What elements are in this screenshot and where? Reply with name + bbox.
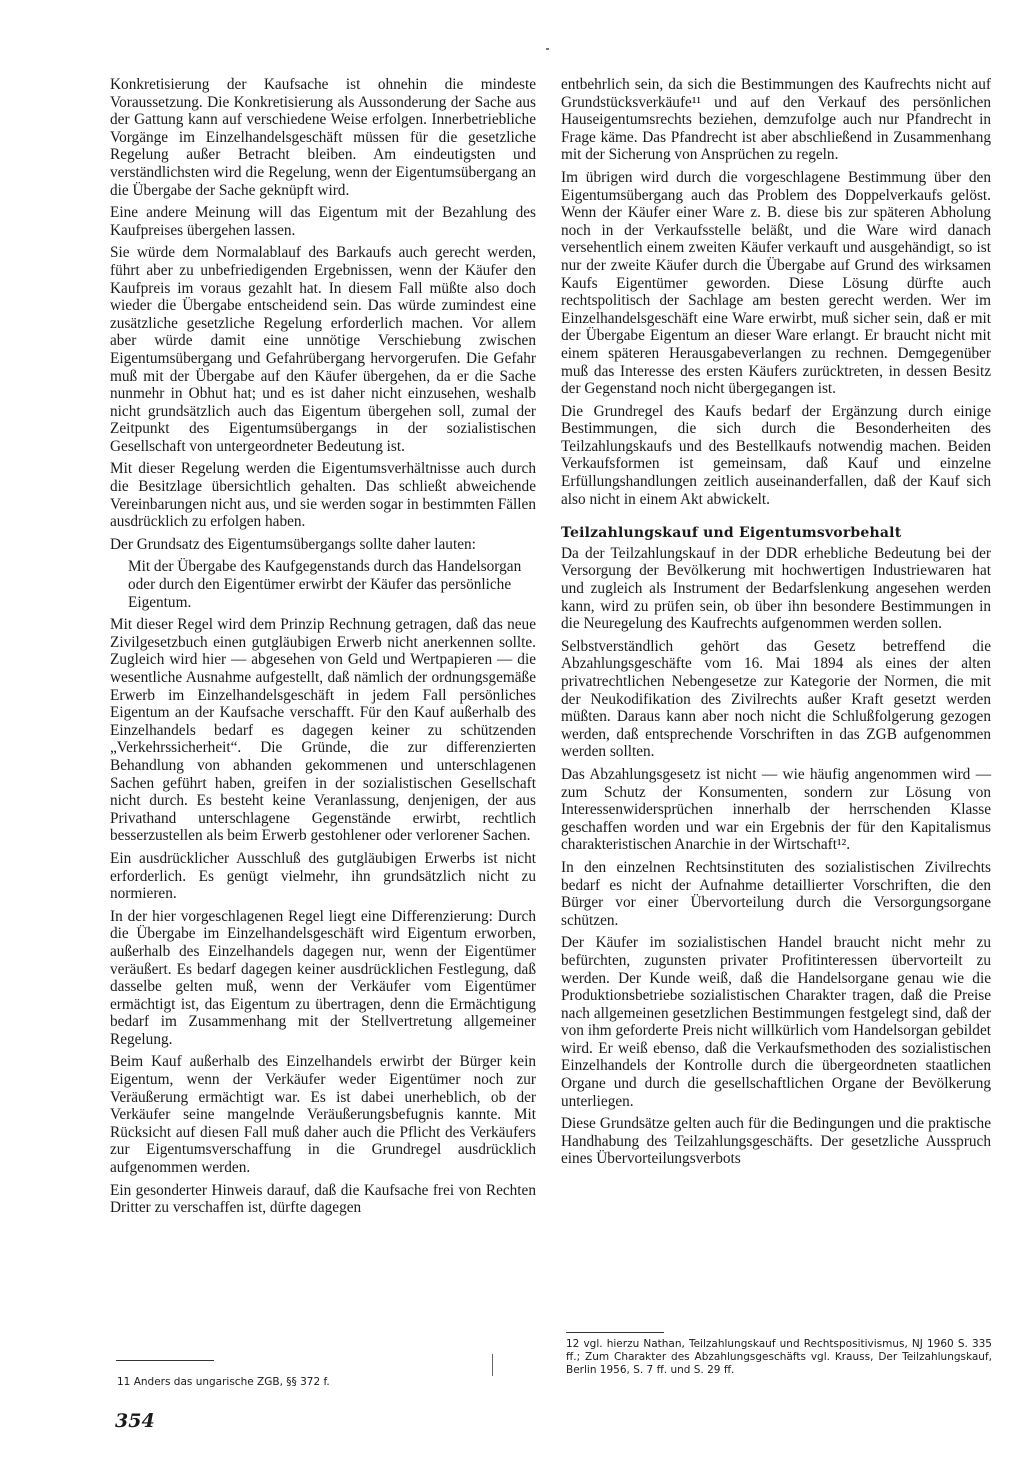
paragraph: Da der Teilzahlungskauf in der DDR erhebliche Bedeutung bei der Versorgung der Bevölkerung mit hochwertigen Industriewaren hat und zugleich als Instrument der Bedarfslenkung angesehen werden kann, wird zu prüfen sein, ob über ihn besondere Bestimmungen in die Neuregelung des Kaufrechts aufgenommen werden sollen. <box>561 544 991 633</box>
paragraph: In der hier vorgeschlagenen Regel liegt eine Differenzierung: Durch die Übergabe im Einzelhandelsgeschäft wird Eigentum erworben, außerhalb des Einzelhandels dagegen nur, wenn der Eigentümer veräußert. Es bedarf dagegen keiner ausdrücklichen Festlegung, daß dasselbe gelten muß, wenn der Verkäufer vom Eigentümer ermächtigt ist, das Eigentum zu übertragen, denn die Ermächtigung bedarf im Zusammenhang mit der Stellvertretung allgemeiner Regelung. <box>110 907 536 1048</box>
scan-mark <box>492 1354 493 1376</box>
paragraph: Der Käufer im sozialistischen Handel braucht nicht mehr zu befürchten, zugunsten privater Profitinteressen übervorteilt zu werden. Der Kunde weiß, daß die Handelsorgane genau wie die Produktionsbetriebe sozialistischen Charakter tragen, daß die Preise nach allgemeinen gesetzlichen Bestimmungen festgelegt sind, daß der von ihm geforderte Preis nicht willkürlich vom Handelsorgan gebildet wird. Er weiß ebenso, daß die Verkaufsmethoden des sozialistischen Einzelhandels der Kontrolle durch die übergeordneten staatlichen Organe und durch die gesellschaftlichen Organe der Bevölkerung unterliegen. <box>561 934 991 1110</box>
paragraph: entbehrlich sein, da sich die Bestimmungen des Kaufrechts nicht auf Grundstücksverkäufe¹¹ und auf den Verkauf des persönlichen Hauseigentumsrechts beziehen, demzufolge auch nur Pfandrecht in Frage käme. Das Pfandrecht ist aber abschließend in Zusammenhang mit der Sicherung von Ansprüchen zu regeln. <box>561 76 991 164</box>
footnote-divider <box>116 1360 214 1361</box>
scan-speck <box>546 48 549 50</box>
paragraph: Das Abzahlungsgesetz ist nicht — wie häufig angenommen wird — zum Schutz der Konsumenten, sondern zur Lösung von Interessenwidersprüchen innerhalb der herrschenden Klasse geschaffen worden und war ein Ergebnis der für den Kapitalismus charakteristischen Anarchie in der Wirtschaft¹². <box>561 765 991 854</box>
left-column <box>110 76 536 1222</box>
footnote-12: 12 vgl. hierzu Nathan, Teilzahlungskauf und Rechtspositivismus, NJ 1960 S. 335 ff.; Zum Charakter des Abzahlungsgeschäfts vgl. Krauss, Der Teilzahlungskauf, Berlin 1956, S. 7 ff. und S. 29 ff. <box>566 1338 992 1376</box>
paragraph: Sie würde dem Normalablauf des Barkaufs auch gerecht werden, führt aber zu unbefriedigenden Ergebnissen, wenn der Käufer den Kaufpreis im voraus gezahlt hat. In diesem Fall müßte also doch wieder die Übergabe entscheidend sein. Das würde zumindest eine zusätzliche gesetzliche Regelung erforderlich machen. Vor allem aber würde damit eine unnötige Verschiebung zwischen Eigentumsübergang und Gefahrübergang hervorgerufen. Die Gefahr muß mit der Übergabe auf den Käufer übergehen, da er die Sache nunmehr in Obhut hat; und es ist daher nicht einzusehen, weshalb nicht grundsätzlich auch das Eigentum übergehen soll, zumal der Zeitpunkt des Eigentumsübergangs in der sozialistischen Gesellschaft von untergeordneter Bedeutung ist. <box>110 244 536 455</box>
section-heading: Teilzahlungskauf und Eigentumsvorbehalt <box>561 525 902 542</box>
paragraph: Mit dieser Regelung werden die Eigentumsverhältnisse auch durch die Besitzlage übersichtlich gehalten. Das schließt abweichende Vereinbarungen nicht aus, und sie werden sogar in bestimmten Fällen ausdrücklich zu erfolgen haben. <box>110 460 536 531</box>
paragraph: Diese Grundsätze gelten auch für die Bedingungen und die praktische Handhabung des Teilzahlungsgeschäfts. Der gesetzliche Ausspruch eines Übervorteilungsverbots <box>561 1115 991 1168</box>
paragraph: Ein gesonderter Hinweis darauf, daß die Kaufsache frei von Rechten Dritter zu verschaffen ist, dürfte dagegen <box>110 1181 536 1217</box>
paragraph: Mit dieser Regel wird dem Prinzip Rechnung getragen, daß das neue Zivilgesetzbuch einen gutgläubigen Erwerb nicht anerkennen sollte. Zugleich wird hier — abgesehen von Geld und Wertpapieren — die wesentliche Ausnahme aufgestellt, daß nämlich der ordnungsgemäße Erwerb im Einzelhandelsgeschäft in jedem Fall persönliches Eigentum an der Kaufsache verschafft. Für den Kauf außerhalb des Einzelhandels bedarf es dagegen keiner zu schützenden „Verkehrssicherheit“. Die Gründe, die zur differenzierten Behandlung von abhanden gekommenen und unterschlagenen Sachen geführt haben, greifen in der sozialistischen Gesellschaft nicht durch. Es besteht keine Veranlassung, denjenigen, der aus Privathand unterschlagene Gegenstände erwirbt, rechtlich besserzustellen als beim Erwerb gestohlener oder verlorener Sachen. <box>110 616 536 845</box>
footnote-11: 11 Anders das ungarische ZGB, §§ 372 f. <box>117 1376 330 1388</box>
paragraph: Ein ausdrücklicher Ausschluß des gutgläubigen Erwerbs ist nicht erforderlich. Es genügt vielmehr, ihn grundsätzlich nicht zu normieren. <box>110 849 536 903</box>
paragraph: In den einzelnen Rechtsinstituten des sozialistischen Zivilrechts bedarf es nicht der Aufnahme detaillierter Vorschriften, die den Bürger vor einer Übervorteilung durch die Versorgungsorgane schützen. <box>561 858 991 929</box>
paragraph: Im übrigen wird durch die vorgeschlagene Bestimmung über den Eigentumsübergang auch das Problem des Doppelverkaufs gelöst. Wenn der Käufer einer Ware z. B. diese bis zur späteren Abholung noch in der Verkaufsstelle beläßt, und die Ware wird danach versehentlich einem zweiten Käufer verkauft und ausgehändigt, so ist nur der zweite Käufer durch die Übergabe auf Grund des wirksamen Kaufs Eigentümer geworden. Diese Lösung dürfte auch rechtspolitisch der Sachlage am besten gerecht werden. Wer im Einzelhandelsgeschäft eine Ware erwirbt, muß sicher sein, daß er mit der Übergabe Eigentum an dieser Ware erlangt. Er braucht nicht mit einem späteren Herausgabeverlangen zu rechnen. Demgegenüber muß das Interesse des ersten Käufers zurücktreten, in dessen Besitz der Gegenstand noch nicht übergegangen ist. <box>561 168 991 398</box>
page-number: 354 <box>115 1410 155 1432</box>
paragraph: Beim Kauf außerhalb des Einzelhandels erwirbt der Bürger kein Eigentum, wenn der Verkäufer weder Eigentümer noch zur Veräußerung ermächtigt war. Es ist dabei unerheblich, ob der Verkäufer seine mangelnde Veräußerungsbefugnis kannte. Mit Rücksicht auf diesen Fall muß daher auch die Pflicht des Verkäufers zur Eigentumsverschaffung in die Grundregel ausdrücklich aufgenommen werden. <box>110 1053 536 1177</box>
paragraph: Eine andere Meinung will das Eigentum mit der Bezahlung des Kaufpreises übergehen lassen. <box>110 204 536 239</box>
paragraph: Konkretisierung der Kaufsache ist ohnehin die mindeste Voraussetzung. Die Konkretisierung als Aussonderung der Sache aus der Gattung kann auf verschiedene Weise erfolgen. Innerbetriebliche Vorgänge im Einzelhandelsgeschäft müssen für die gesetzliche Regelung außer Betracht bleiben. Am eindeutigsten und verständlichsten wird die Regelung, wenn der Eigentumsübergang an die Übergabe der Sache geknüpft wird. <box>110 76 536 199</box>
proposed-rule-quote: Mit der Übergabe des Kaufgegenstands durch das Handelsorgan oder durch den Eigentümer erwirbt der Käufer das persönliche Eigentum. <box>128 558 522 611</box>
paragraph: Der Grundsatz des Eigentumsübergangs sollte daher lauten: <box>110 535 476 553</box>
paragraph: Die Grundregel des Kaufs bedarf der Ergänzung durch einige Bestimmungen, die sich durch die Besonderheiten des Teilzahlungskaufs und des Bestellkaufs notwendig machen. Beiden Verkaufsformen ist gemeinsam, daß Kauf und einzelne Erfüllungshandlungen zeitlich auseinanderfallen, daß der Kauf sich also nicht in einem Akt abwickelt. <box>561 402 991 508</box>
right-column <box>561 76 991 1173</box>
footnote-divider <box>566 1332 664 1333</box>
paragraph: Selbstverständlich gehört das Gesetz betreffend die Abzahlungsgeschäfte vom 16. Mai 1894 als eines der alten privatrechtlichen Nebengesetze zur Kategorie der Normen, die mit der Neukodifikation des Zivilrechts außer Kraft gesetzt werden müßten. Daraus kann aber noch nicht die Schlußfolgerung gezogen werden, daß entsprechende Vorschriften in das ZGB aufgenommen werden sollten. <box>561 637 991 761</box>
